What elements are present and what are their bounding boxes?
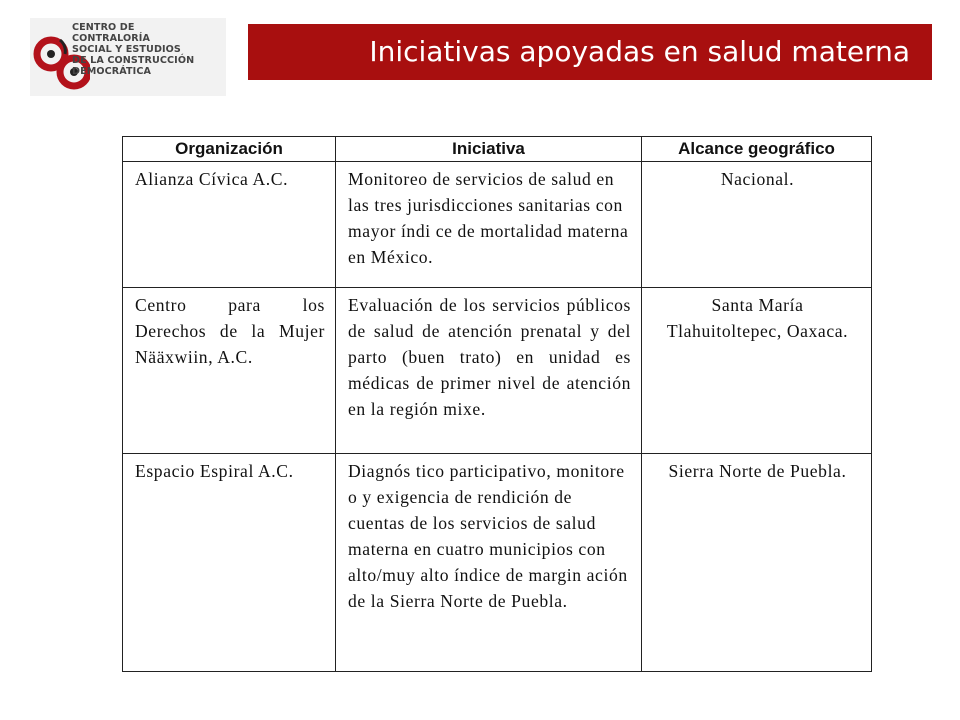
cell-organization: Alianza Cívica A.C. (123, 162, 336, 288)
page-title: Iniciativas apoyadas en salud materna (369, 35, 910, 68)
logo-text (72, 22, 224, 77)
logo-line: DE LA CONSTRUCCIÓN (72, 55, 195, 66)
organization-logo (30, 18, 226, 96)
cell-scope: Sierra Norte de Puebla. (642, 454, 872, 672)
column-header-organization: Organización (123, 137, 336, 162)
column-header-scope: Alcance geográfico (642, 137, 872, 162)
cell-initiative: Diagnós tico participativo, monitore o y exigencia de rendición de cuentas de los servicios de salud materna en cuatro municipios con alto/muy alto índice de margin ación de la Sierra Norte de Puebla. (336, 454, 642, 672)
initiatives-table (122, 136, 872, 672)
table-header-row (123, 137, 872, 162)
logo-line: CONTRALORÍA (72, 33, 150, 44)
cell-scope: Nacional. (642, 162, 872, 288)
cell-organization: Centro para los Derechos de la Mujer Nääxwiin, A.C. (123, 288, 336, 454)
column-header-initiative: Iniciativa (336, 137, 642, 162)
logo-line: DEMOCRÁTICA (72, 66, 152, 77)
title-bar (248, 24, 932, 80)
cell-initiative: Monitoreo de servicios de salud en las tres jurisdicciones sanitarias con mayor índi ce de mortalidad materna en México. (336, 162, 642, 288)
cell-scope: Santa María Tlahuitoltepec, Oaxaca. (642, 288, 872, 454)
cell-organization: Espacio Espiral A.C. (123, 454, 336, 672)
table-row (123, 162, 872, 288)
logo-line: SOCIAL Y ESTUDIOS (72, 44, 181, 55)
logo-line: CENTRO DE (72, 22, 135, 33)
cell-initiative: Evaluación de los servicios públicos de salud de atención prenatal y del parto (buen trato) en unidad es médicas de primer nivel de atención en la región mixe. (336, 288, 642, 454)
table-row (123, 288, 872, 454)
table-row (123, 454, 872, 672)
